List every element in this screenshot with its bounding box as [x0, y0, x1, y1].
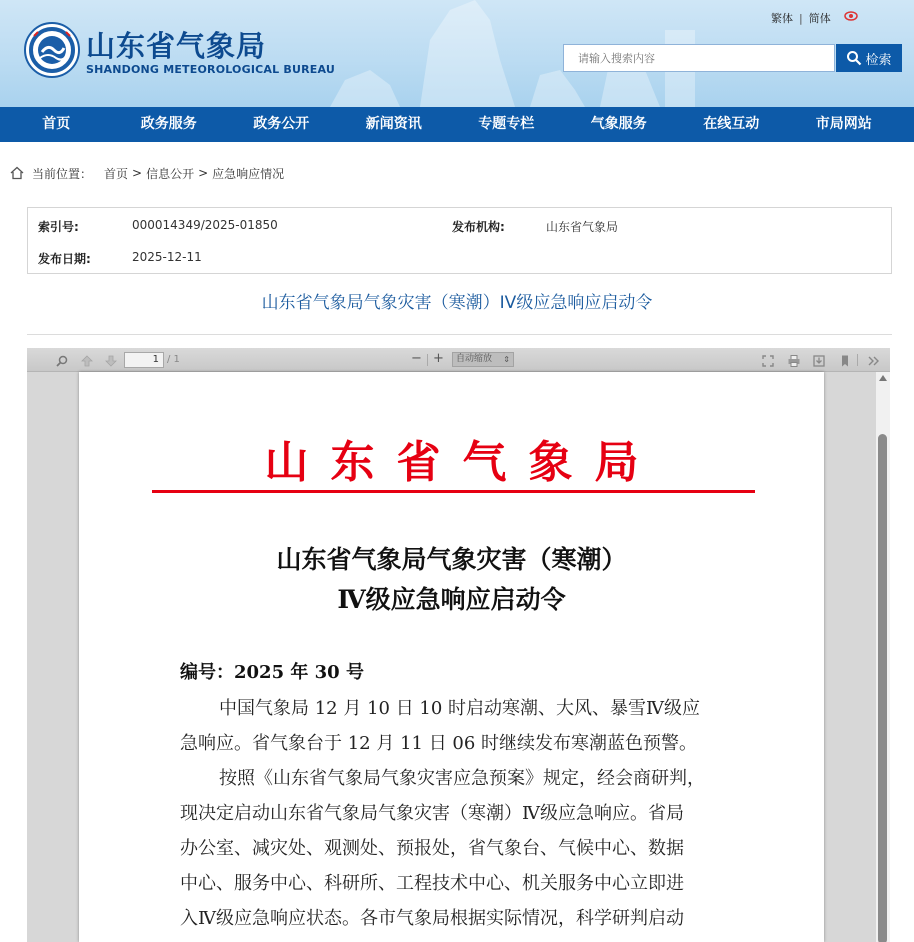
search-box — [563, 44, 835, 72]
document-text-line: 中国气象局 12 月 10 日 10 时启动寒潮、大风、暴雪Ⅳ级应 — [219, 698, 701, 719]
breadcrumb-home-link[interactable]: 首页 — [104, 166, 129, 181]
download-icon[interactable] — [812, 353, 826, 367]
page-total: / 1 — [167, 354, 180, 365]
title-divider — [27, 334, 892, 335]
search-button[interactable] — [836, 44, 902, 72]
chevron-up-down-icon: ⇕ — [503, 355, 510, 364]
nav-city-bureau-sites[interactable]: 市局网站 — [815, 116, 872, 132]
document-heading-line-2: Ⅳ级应急响应启动令 — [337, 585, 566, 614]
find-icon[interactable] — [55, 353, 69, 367]
fullscreen-icon[interactable] — [761, 353, 775, 367]
publisher-label: 发布机构: — [452, 220, 505, 234]
logo-title-cn: 山东省气象局 — [86, 29, 267, 63]
document-text-line: 急响应。省气象台于 12 月 11 日 06 时继续发布寒潮蓝色预警。 — [180, 733, 698, 754]
index-value: 000014349/2025-01850 — [132, 218, 278, 232]
pdf-scrollbar[interactable] — [876, 372, 890, 942]
breadcrumb-emergency-response-link[interactable]: 应急响应情况 — [212, 166, 285, 181]
site-header — [0, 0, 914, 107]
breadcrumb-separator: > — [198, 166, 209, 180]
pdf-viewer — [27, 348, 890, 942]
zoom-out-button[interactable]: − — [411, 351, 422, 366]
lang-separator: | — [799, 12, 803, 25]
language-switch — [771, 10, 831, 26]
page-number-input[interactable]: 1 — [124, 352, 164, 368]
document-text-line: 办公室、减灾处、观测处、预报处，省气象台、气候中心、数据 — [180, 838, 684, 859]
document-text-line: 现决定启动山东省气象局气象灾害（寒潮）Ⅳ级应急响应。省局 — [180, 803, 684, 824]
nav-government-services[interactable]: 政务服务 — [140, 116, 197, 132]
zoom-select-value: 自动缩放 — [456, 354, 493, 364]
zoom-in-button[interactable]: + — [433, 351, 444, 366]
breadcrumb-info-disclosure-link[interactable]: 信息公开 — [146, 166, 195, 181]
page-title: 山东省气象局气象灾害（寒潮）IV级应急响应启动令 — [261, 293, 653, 313]
breadcrumb — [10, 164, 284, 182]
logo-title-en: SHANDONG METEOROLOGICAL BUREAU — [86, 63, 335, 76]
traditional-chinese-link[interactable]: 繁体 — [771, 12, 793, 25]
search-input[interactable] — [564, 45, 834, 71]
nav-home[interactable]: 首页 — [42, 116, 71, 132]
bookmark-icon[interactable] — [838, 353, 852, 367]
document-number: 编号：2025 年 30 号 — [180, 662, 364, 683]
document-text-line: 按照《山东省气象局气象灾害应急预案》规定，经会商研判， — [219, 768, 705, 789]
publish-date-label: 发布日期: — [38, 252, 91, 266]
simplified-chinese-link[interactable]: 简体 — [808, 12, 831, 25]
nav-online-interaction[interactable]: 在线互动 — [703, 116, 760, 132]
tools-menu-icon[interactable] — [867, 353, 881, 367]
index-label: 索引号: — [38, 220, 79, 234]
nav-weather-services[interactable]: 气象服务 — [590, 116, 647, 132]
previous-page-icon[interactable] — [80, 353, 94, 367]
document-meta-table — [27, 207, 892, 274]
toolbar-separator — [857, 354, 858, 366]
search-icon — [846, 50, 862, 66]
nav-government-disclosure[interactable]: 政务公开 — [253, 116, 310, 132]
publisher-value: 山东省气象局 — [546, 220, 619, 234]
nav-news[interactable]: 新闻资讯 — [365, 116, 422, 132]
document-heading-line-1: 山东省气象局气象灾害（寒潮） — [276, 545, 627, 574]
toolbar-separator — [427, 354, 428, 366]
scroll-thumb[interactable] — [878, 434, 887, 942]
pdf-page — [79, 372, 824, 942]
nav-special-topics[interactable]: 专题专栏 — [478, 116, 535, 132]
main-nav — [0, 107, 914, 142]
document-text-line: 入Ⅳ级应急响应状态。各市气象局根据实际情况，科学研判启动 — [180, 908, 684, 929]
pdf-toolbar — [27, 348, 890, 372]
zoom-select[interactable] — [452, 352, 514, 367]
next-page-icon[interactable] — [104, 353, 118, 367]
publish-date-value: 2025-12-11 — [132, 250, 202, 264]
bureau-logo-icon — [24, 22, 80, 78]
scroll-up-arrow[interactable] — [879, 375, 887, 381]
accessibility-eye-icon[interactable] — [844, 10, 858, 22]
search-button-label: 检索 — [865, 52, 892, 68]
breadcrumb-label: 当前位置： — [32, 166, 93, 181]
print-icon[interactable] — [787, 353, 801, 367]
document-text-line: 中心、服务中心、科研所、工程技术中心、机关服务中心立即进 — [180, 873, 684, 894]
home-icon — [10, 166, 24, 180]
document-org-header: 山东省气象局 — [264, 437, 661, 488]
red-header-line — [152, 490, 755, 493]
breadcrumb-separator: > — [132, 166, 143, 180]
